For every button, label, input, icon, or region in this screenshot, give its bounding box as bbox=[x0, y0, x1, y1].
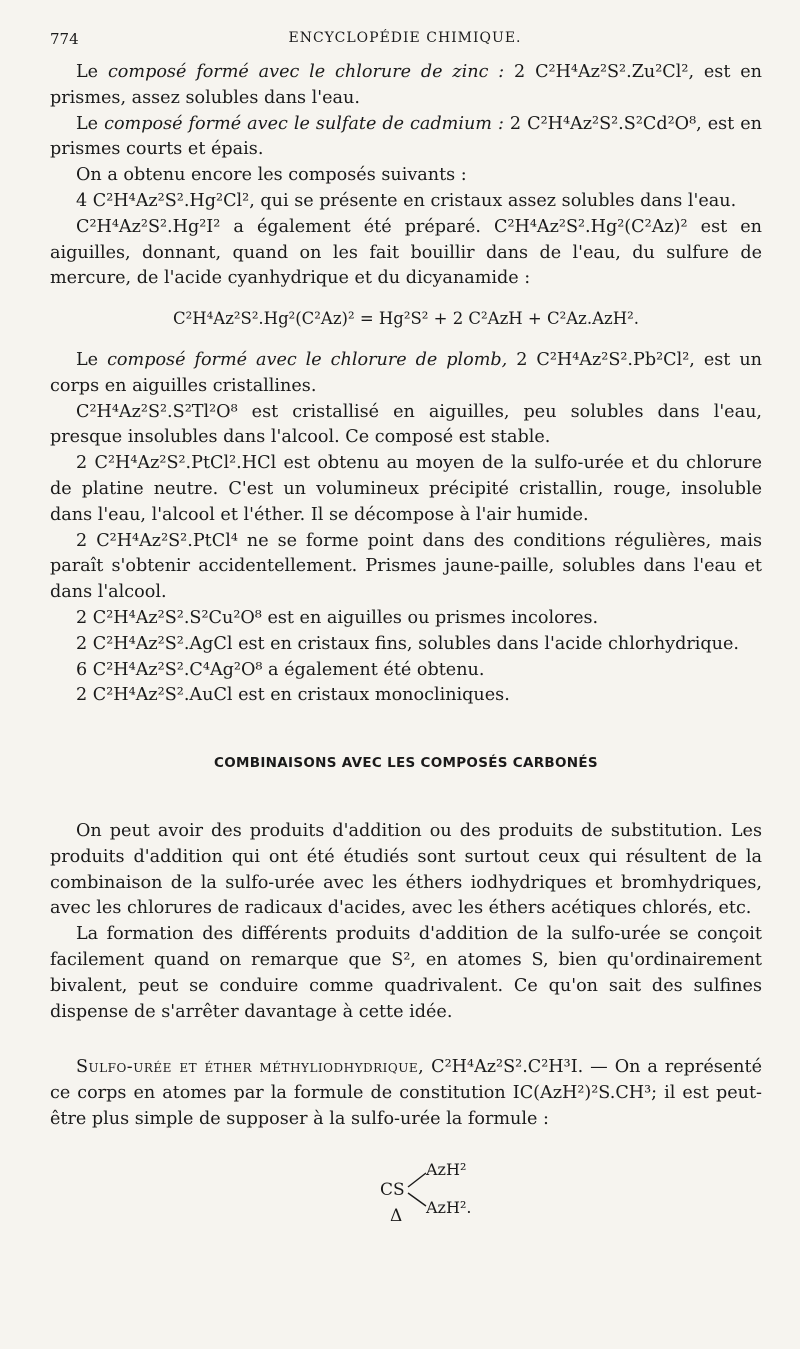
formula-bottom-group: AzH². bbox=[426, 1197, 472, 1217]
paragraph-platinum-2: 2 C²H⁴Az²S².PtCl⁴ ne se forme point dans des conditions régulières, mais paraît s'obtenir accidentellement. Prismes jaune-paille, solubles dans l'eau et dans l'alcool. bbox=[50, 530, 762, 603]
italic-run: composé formé avec le chlorure de plomb, bbox=[107, 349, 508, 370]
structural-formula bbox=[50, 1151, 762, 1231]
text-run: Le bbox=[76, 113, 105, 134]
page-body bbox=[50, 60, 762, 1231]
paragraph-intro: On a obtenu encore les composés suivants : bbox=[76, 165, 467, 186]
paragraph-mercury-chloride: 4 C²H⁴Az²S².Hg²Cl², qui se présente en cristaux assez solubles dans l'eau. bbox=[76, 190, 737, 211]
small-caps-run: Sulfo-urée et éther méthyliodhydrique, bbox=[76, 1057, 425, 1078]
paragraph-mercury-iodide: C²H⁴Az²S².Hg²I² a également été préparé. C²H⁴Az²S².Hg²(C²Az)² est en aiguilles, donnant, quand on les fait bouillir dans de l'eau, du sulfure de mercure, de l'acide cyanhydrique et du dicyanamide : bbox=[50, 216, 762, 289]
formula-center: CS bbox=[380, 1179, 405, 1200]
paragraph-lead bbox=[50, 348, 762, 400]
text-run: Le bbox=[76, 62, 108, 82]
bond-bottom bbox=[408, 1193, 426, 1206]
paragraph-copper: 2 C²H⁴Az²S².S²Cu²O⁸ est en aiguilles ou prismes incolores. bbox=[76, 607, 599, 628]
equation: C²H⁴Az²S².Hg²(C²Az)² = Hg²S² + 2 C²AzH + C²Az.AzH². bbox=[173, 309, 639, 329]
paragraph-silver-chloride: 2 C²H⁴Az²S².AgCl est en cristaux fins, solubles dans l'acide chlorhydrique. bbox=[76, 633, 740, 654]
paragraph-platinum-1: 2 C²H⁴Az²S².PtCl².HCl est obtenu au moyen de la sulfo-urée et du chlorure de platine neutre. C'est un volumineux précipité cristallin, rouge, insoluble dans l'eau, l'alcool et l'éther. Il se décompose à l'air humide. bbox=[50, 453, 762, 525]
section-title: COMBINAISONS AVEC LES COMPOSÉS CARBONÉS bbox=[214, 755, 598, 772]
running-head: ENCYCLOPÉDIE CHIMIQUE. bbox=[288, 30, 522, 46]
text-run: 2 C²H⁴Az²S².Zu²Cl², est en prismes, assez solubles dans l'eau. bbox=[50, 62, 762, 108]
formula-delta-mark: Δ bbox=[390, 1205, 403, 1226]
bond-top bbox=[408, 1173, 426, 1187]
paragraph-cadmium bbox=[50, 112, 762, 164]
italic-run: composé formé avec le chlorure de zinc : bbox=[107, 62, 505, 82]
paragraph-thallium: C²H⁴Az²S².S²Tl²O⁸ est cristallisé en aiguilles, peu solubles dans l'eau, presque insolubles dans l'alcool. Ce composé est stable. bbox=[50, 401, 762, 448]
page-header bbox=[50, 30, 760, 54]
italic-run: composé formé avec le sulfate de cadmium : bbox=[104, 113, 504, 134]
text-run: 2 C²H⁴Az²S².Pb²Cl², est un corps en aiguilles cristallines. bbox=[50, 349, 762, 396]
text-run: Le bbox=[76, 349, 108, 370]
paragraph-gold: 2 C²H⁴Az²S².AuCl est en cristaux monocliniques. bbox=[76, 685, 510, 706]
formula-diagram bbox=[380, 1151, 500, 1231]
text-run: 2 C²H⁴Az²S².S²Cd²O⁸, est en prismes courts et épais. bbox=[50, 113, 762, 160]
paragraph-silver-acetate: 6 C²H⁴Az²S².C⁴Ag²O⁸ a également été obtenu. bbox=[76, 659, 485, 680]
text-run: C²H⁴Az²S².C²H³I. — On a représenté ce corps en atomes par la formule de constitution IC(AzH²)²S.CH³; il est peut-être plus simple de supposer à la sulfo-urée la formule : bbox=[50, 1057, 762, 1129]
page-number: 774 bbox=[50, 30, 79, 48]
formula-top-group: AzH² bbox=[426, 1159, 467, 1179]
paragraph-formation: La formation des différents produits d'addition de la sulfo-urée se conçoit facilement quand on remarque que S², en atomes S, bien qu'ordinairement bivalent, peut se conduire comme quadrivalent. Ce qu'on sait des sulfines dispense de s'arrêter davantage à cette idée. bbox=[50, 924, 762, 1022]
paragraph-zinc bbox=[50, 60, 762, 112]
paragraph-addition-products: On peut avoir des produits d'addition ou des produits de substitution. Les produits d'addition qui ont été étudiés sont surtout ceux qui résultent de la combinaison de la sulfo-urée avec les éthers iodhydriques et bromhydriques, avec les chlorures de radicaux d'acides, avec les éthers acétiques chlorés, etc. bbox=[50, 820, 762, 919]
paragraph-methyl-iodide bbox=[50, 1055, 762, 1132]
